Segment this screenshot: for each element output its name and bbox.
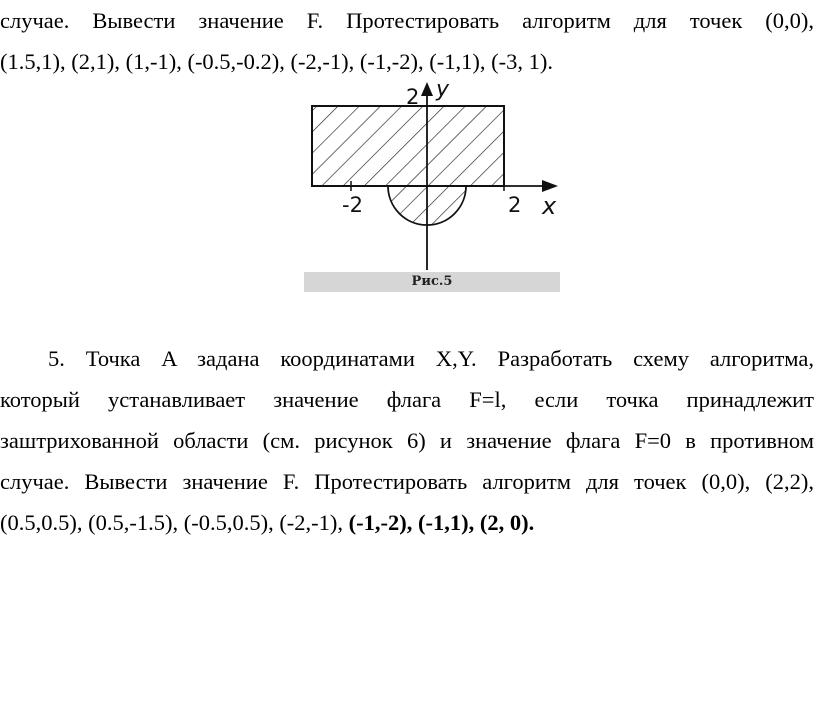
- shaded-rectangle: [312, 106, 504, 186]
- tick-label-x-2: 2: [508, 193, 522, 217]
- paragraph-1-line-1: случае. Вывести значение F. Протестировать алгоритм для точек (0,0),: [0, 8, 814, 33]
- paragraph-2-line-5-bold: (-1,-2), (-1,1), (2, 0).: [348, 510, 535, 535]
- axis-label-y: y: [436, 80, 450, 102]
- paragraph-2-line-2: который устанавливает значение флага F=l, если точка принадлежит: [0, 387, 814, 412]
- paragraph-2-line-3: заштрихованной области (см. рисунок 6) и значение флага F=0 в противном: [0, 428, 814, 453]
- paragraph-1-line-2: (1.5,1), (2,1), (1,-1), (-0.5,-0.2), (-2,-1), (-1,-2), (-1,1), (-3, 1).: [0, 49, 553, 74]
- y-axis-arrow: [421, 82, 433, 96]
- tick-label-x-neg2: -2: [342, 193, 363, 217]
- paragraph-2-line-5-normal: (0.5,0.5), (0.5,-1.5), (-0.5,0.5), (-2,-1),: [0, 510, 349, 535]
- tick-label-y-2: 2: [406, 85, 420, 109]
- paragraph-1: [0, 0, 814, 82]
- paragraph-2-line-1: 5. Точка A задана координатами X,Y. Разработать схему алгоритма,: [48, 346, 814, 371]
- figure-caption: Рис.5: [304, 272, 560, 292]
- figure-graph: [300, 80, 562, 272]
- x-axis-arrow: [542, 180, 558, 192]
- paragraph-2-line-4: случае. Вывести значение F. Протестировать алгоритм для точек (0,0), (2,2),: [0, 469, 814, 494]
- figure-5: [300, 80, 562, 294]
- paragraph-2-line-5: [0, 502, 814, 543]
- axis-label-x: x: [542, 192, 557, 220]
- paragraph-2: [0, 338, 814, 543]
